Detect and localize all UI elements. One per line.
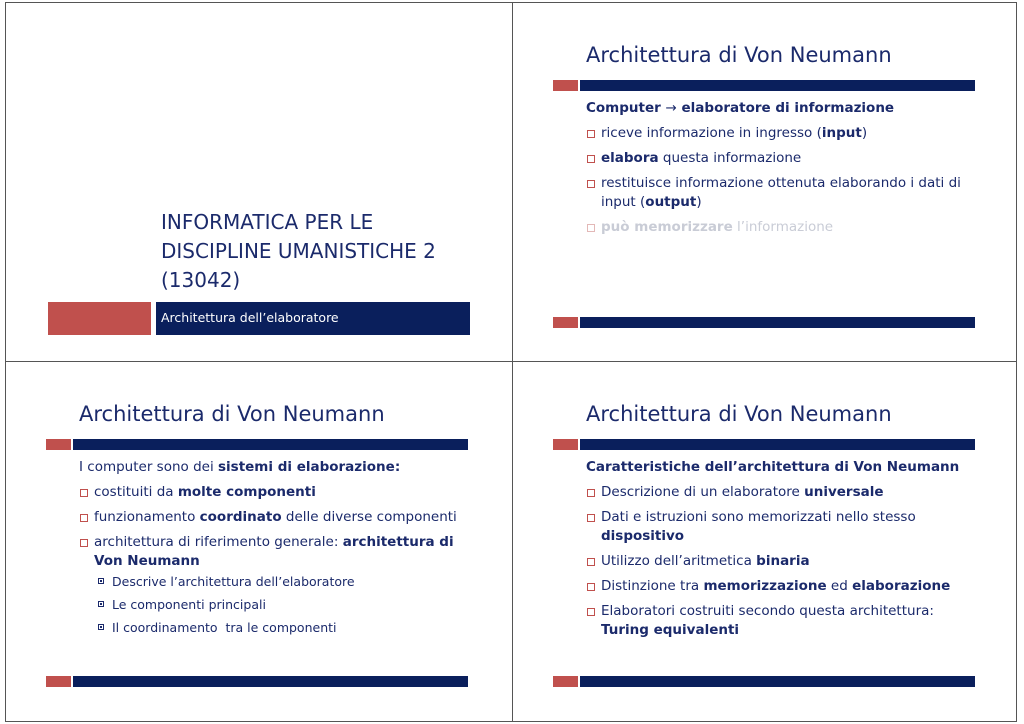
- lead-text: Computer: [586, 100, 666, 116]
- sub-item-text: Le componenti principali: [112, 597, 266, 612]
- list-item-faded: [586, 218, 976, 237]
- slide-body: [586, 458, 976, 646]
- item-text: costituiti da: [94, 484, 178, 500]
- item-bold: binaria: [756, 553, 810, 569]
- item-text: Dati e istruzioni sono memorizzati nello stesso: [601, 509, 916, 525]
- sub-item-text: Il coordinamento tra le componenti: [112, 620, 337, 635]
- square-bullet-icon: [587, 130, 595, 138]
- lead-text-bold: Caratteristiche dell’architettura di Von Neumann: [586, 459, 960, 475]
- item-bold: molte componenti: [177, 484, 316, 500]
- footer-rule-navy: [580, 317, 975, 328]
- square-bullet-icon: [587, 155, 595, 163]
- title-rule-red: [553, 80, 578, 91]
- square-bullet-icon: [80, 539, 88, 547]
- square-bullet-icon: [587, 583, 595, 591]
- item-bold: universale: [804, 484, 884, 500]
- footer-rule-navy: [73, 676, 468, 687]
- footer-rule-navy: [580, 676, 975, 687]
- slide-title: Architettura di Von Neumann: [586, 43, 892, 67]
- item-text: architettura di riferimento generale:: [94, 534, 343, 550]
- item-bold: architettura di Von Neumann: [94, 534, 454, 569]
- square-bullet-icon: [587, 224, 595, 232]
- title-rule-red: [553, 439, 578, 450]
- lead-line: [586, 99, 976, 118]
- slide-title: Architettura di Von Neumann: [79, 402, 385, 426]
- square-bullet-icon: [587, 489, 595, 497]
- item-text: ed: [826, 578, 853, 594]
- item-text: ): [861, 125, 868, 141]
- list-item: [586, 552, 976, 571]
- sub-bullet-list: [98, 573, 469, 637]
- item-text: questa informazione: [658, 150, 802, 166]
- slide-von-neumann-1: [513, 3, 1019, 361]
- arrow-icon: →: [665, 100, 677, 116]
- item-text: Descrizione di un elaboratore: [601, 484, 805, 500]
- lead-text: I computer sono dei: [79, 459, 218, 475]
- item-text: funzionamento: [94, 509, 200, 525]
- slide-body: [586, 99, 976, 243]
- checkbox-bullet-icon: [98, 601, 104, 607]
- list-item: [586, 508, 976, 546]
- item-bold: output: [645, 194, 697, 210]
- slide-cover: [6, 3, 512, 361]
- item-text: restituisce informazione ottenuta elaborando i dati di input (: [601, 175, 961, 210]
- list-item: [586, 124, 976, 143]
- slide-von-neumann-3: [513, 362, 1019, 720]
- lead-line: [79, 458, 469, 477]
- footer-rule-red: [553, 317, 578, 328]
- checkbox-bullet-icon: [98, 624, 104, 630]
- footer-rule-red: [46, 676, 71, 687]
- lead-text-bold: sistemi di elaborazione:: [218, 459, 401, 475]
- cover-title-line-2: DISCIPLINE UMANISTICHE 2: [161, 239, 436, 263]
- item-text: Utilizzo dell’aritmetica: [601, 553, 757, 569]
- cover-subtitle: Architettura dell’elaboratore: [161, 310, 339, 325]
- cover-title-line-1: INFORMATICA PER LE: [161, 210, 374, 234]
- item-bold: dispositivo: [601, 528, 685, 544]
- square-bullet-icon: [587, 608, 595, 616]
- bullet-list: [586, 483, 976, 640]
- list-item: [586, 577, 976, 596]
- item-text: Elaboratori costruiti secondo questa architettura:: [601, 603, 934, 619]
- slide-von-neumann-2: [6, 362, 512, 720]
- list-item: [586, 602, 976, 640]
- item-bold: elaborazione: [852, 578, 951, 594]
- square-bullet-icon: [587, 514, 595, 522]
- sub-item-text: Descrive l’architettura dell’elaboratore: [112, 574, 355, 589]
- sub-list-item: [98, 573, 469, 591]
- list-item: [79, 533, 469, 637]
- slide-title: Architettura di Von Neumann: [586, 402, 892, 426]
- item-bold: può memorizzare: [601, 219, 733, 235]
- square-bullet-icon: [587, 180, 595, 188]
- item-bold: coordinato: [199, 509, 282, 525]
- sub-list-item: [98, 596, 469, 614]
- cover-title: [161, 208, 436, 295]
- slide-body: [79, 458, 469, 643]
- bullet-list: [79, 483, 469, 637]
- cover-accent-red-bar: [48, 302, 151, 335]
- list-item: [586, 149, 976, 168]
- cover-title-line-3: (13042): [161, 268, 241, 292]
- item-bold: Turing equivalenti: [601, 622, 740, 638]
- item-text: Distinzione tra: [601, 578, 704, 594]
- title-rule-navy: [73, 439, 468, 450]
- title-rule-navy: [580, 439, 975, 450]
- bullet-list: [586, 124, 976, 237]
- item-bold: memorizzazione: [703, 578, 827, 594]
- lead-text-bold: elaboratore di informazione: [676, 100, 895, 116]
- footer-rule-red: [553, 676, 578, 687]
- item-text: l’informazione: [732, 219, 834, 235]
- checkbox-bullet-icon: [98, 578, 104, 584]
- square-bullet-icon: [80, 514, 88, 522]
- item-text: delle diverse componenti: [281, 509, 457, 525]
- square-bullet-icon: [80, 489, 88, 497]
- square-bullet-icon: [587, 558, 595, 566]
- list-item: [79, 508, 469, 527]
- list-item: [79, 483, 469, 502]
- item-bold: input: [821, 125, 862, 141]
- item-text: ): [696, 194, 702, 210]
- title-rule-navy: [580, 80, 975, 91]
- list-item: [586, 174, 976, 212]
- item-bold: elabora: [601, 150, 659, 166]
- title-rule-red: [46, 439, 71, 450]
- sub-list-item: [98, 619, 469, 637]
- item-text: riceve informazione in ingresso (: [601, 125, 822, 141]
- list-item: [586, 483, 976, 502]
- lead-line: [586, 458, 976, 477]
